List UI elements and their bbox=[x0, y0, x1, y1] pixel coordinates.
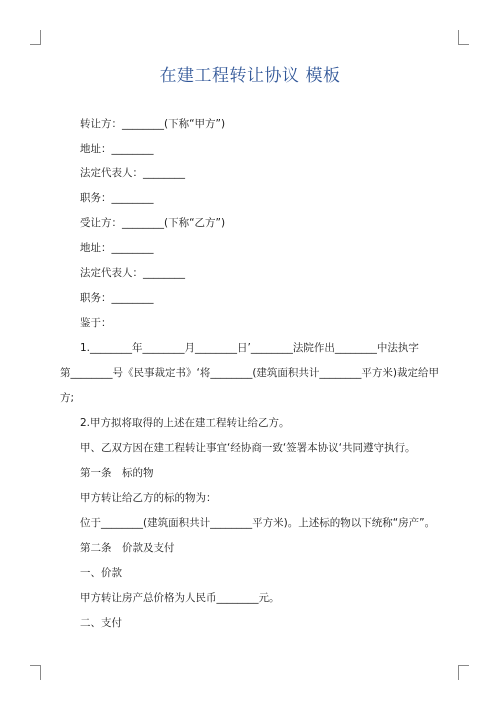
transferor-legal-rep-line: 法定代表人：________ bbox=[80, 167, 185, 179]
document-title: 在建工程转让协议 模板 bbox=[159, 66, 341, 86]
article-1-heading: 第一条 标的物 bbox=[80, 467, 154, 479]
page-corner-mark-top-left bbox=[30, 30, 41, 45]
recital-2-line: 2.甲方拟将取得的上述在建工程转让给乙方。 bbox=[80, 417, 290, 429]
subject-matter-location-line: 位于________(建筑面积共计________平方米)。上述标的物以下统称“房产”。 bbox=[80, 517, 436, 529]
transferor-line: 转让方：________(下称“甲方”) bbox=[80, 118, 226, 130]
transferee-line: 受让方：________(下称“乙方”) bbox=[80, 217, 226, 229]
whereas-heading: 鉴于： bbox=[80, 317, 112, 329]
recital-1-line-3: 方; bbox=[60, 392, 75, 404]
transferee-position-line: 职务：________ bbox=[80, 292, 154, 304]
payment-subheading: 二、支付 bbox=[80, 617, 122, 629]
article-2-heading: 第二条 价款及支付 bbox=[80, 542, 175, 554]
page-corner-mark-top-right bbox=[458, 30, 469, 45]
recital-1-line-1: 1.________年________月________日’________法院作出________中法执字 bbox=[80, 342, 419, 354]
transferee-address-line: 地址：________ bbox=[80, 242, 154, 254]
subject-matter-intro-line: 甲方转让给乙方的标的物为： bbox=[80, 492, 217, 504]
transferor-position-line: 职务：________ bbox=[80, 192, 154, 204]
agreement-statement-line: 甲、乙双方因在建工程转让事宜‘经协商一致‘签署本协议‘共同遵守执行。 bbox=[80, 442, 416, 454]
total-price-line: 甲方转让房产总价格为人民币________元。 bbox=[80, 592, 280, 604]
page-corner-mark-bottom-left bbox=[30, 665, 41, 680]
transferee-legal-rep-line: 法定代表人：________ bbox=[80, 267, 185, 279]
transferor-address-line: 地址：________ bbox=[80, 143, 154, 155]
recital-1-line-2: 第________号《民事裁定书》‘将________(建筑面积共计________平方米)裁定给甲 bbox=[60, 367, 440, 379]
price-subheading: 一、价款 bbox=[80, 567, 122, 579]
page-corner-mark-bottom-right bbox=[458, 665, 469, 680]
